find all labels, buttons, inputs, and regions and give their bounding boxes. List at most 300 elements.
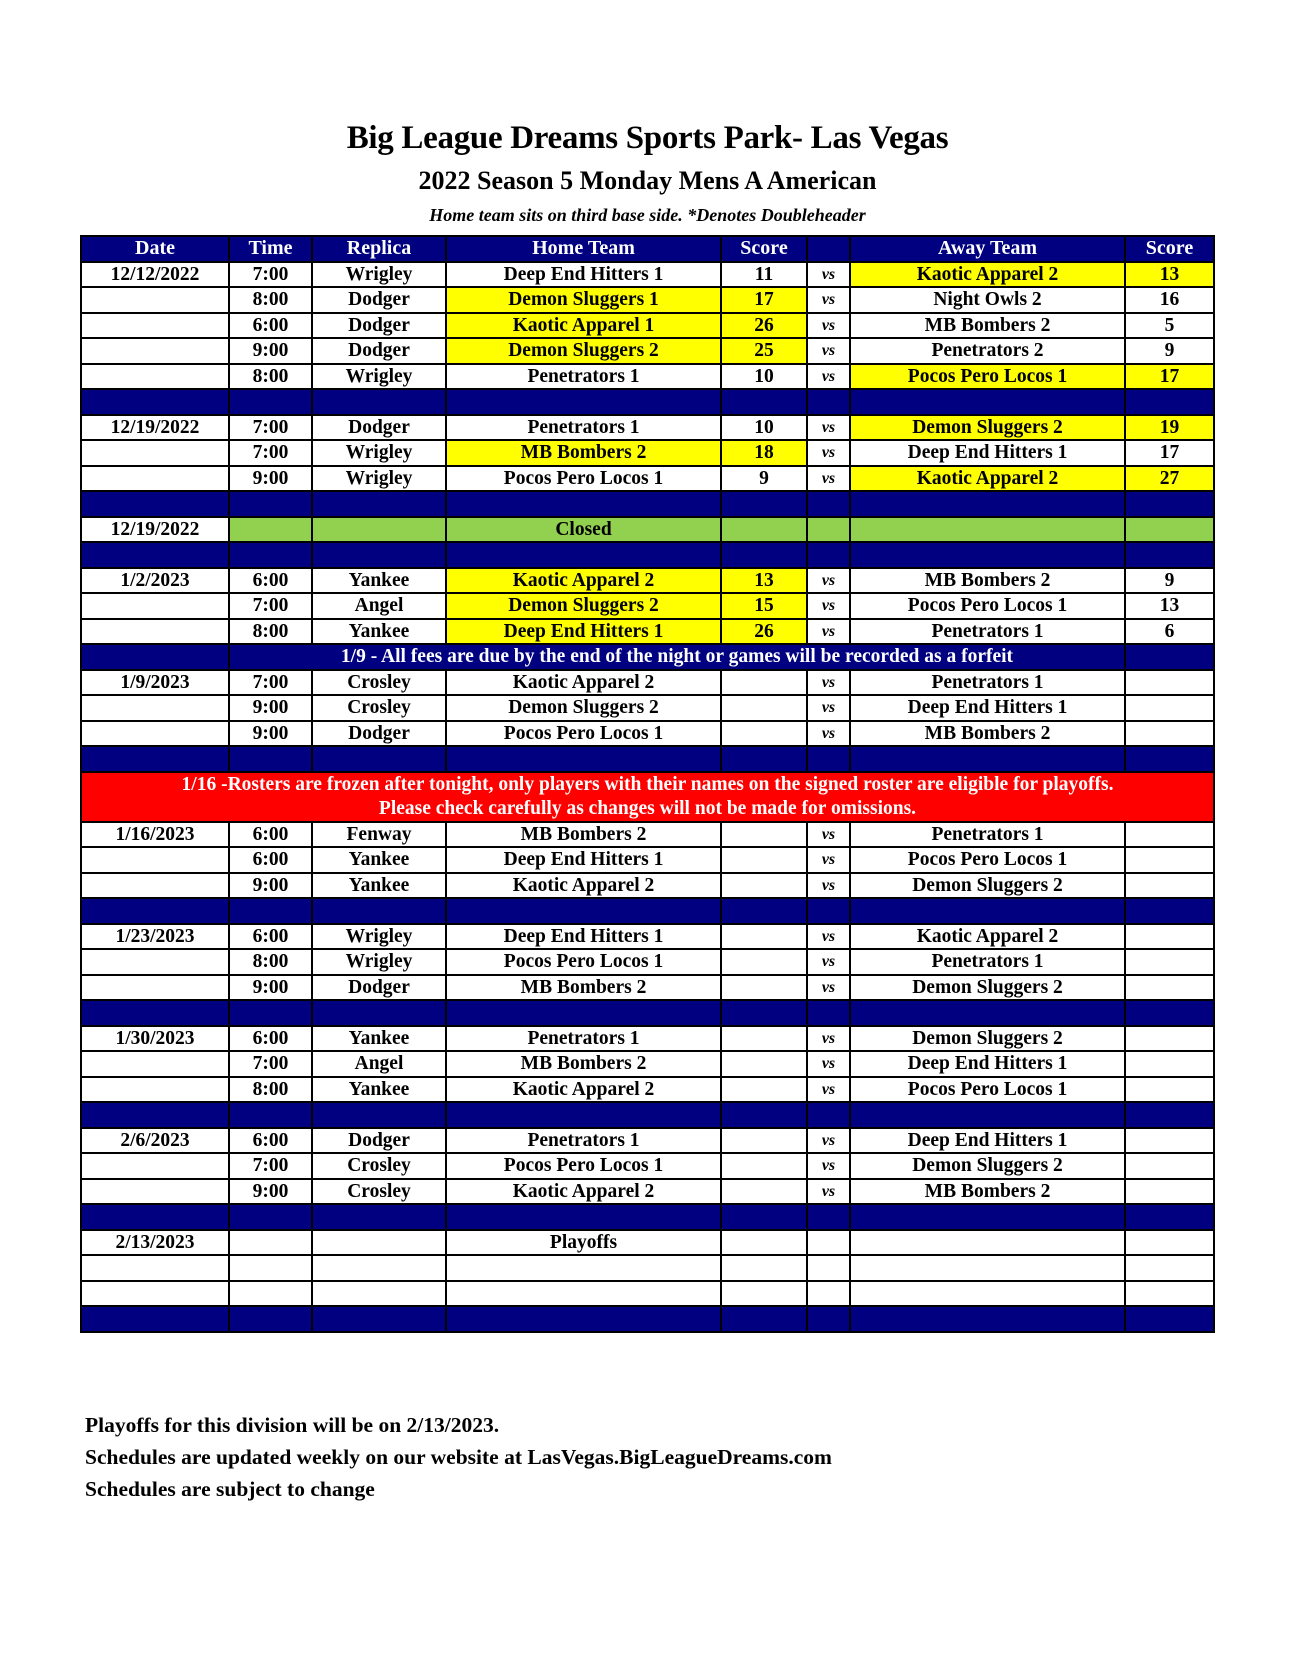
game-date: 12/12/2022 [81, 262, 229, 288]
game-date [81, 695, 229, 721]
home-score [721, 975, 807, 1001]
home-score [721, 1128, 807, 1154]
game-row [81, 568, 1214, 594]
notice-blank-cell [81, 644, 229, 670]
game-time: 7:00 [229, 1051, 312, 1077]
vs-label: vs [807, 695, 850, 721]
game-time: 7:00 [229, 670, 312, 696]
away-score: 5 [1125, 313, 1214, 339]
away-team: MB Bombers 2 [850, 313, 1125, 339]
roster-alert [81, 772, 1214, 822]
closed-label: Closed [446, 517, 721, 543]
separator-cell [721, 1306, 807, 1332]
separator-cell [229, 1204, 312, 1230]
vs-label: vs [807, 262, 850, 288]
empty-cell [721, 1255, 807, 1281]
game-row [81, 924, 1214, 950]
away-score: 13 [1125, 593, 1214, 619]
vs-label: vs [807, 466, 850, 492]
home-team: MB Bombers 2 [446, 440, 721, 466]
separator-cell [81, 389, 229, 415]
separator-cell [1125, 1000, 1214, 1026]
away-score [1125, 822, 1214, 848]
separator-cell [850, 898, 1125, 924]
game-field: Fenway [312, 822, 446, 848]
separator-cell [850, 491, 1125, 517]
separator-cell [721, 898, 807, 924]
separator-cell [312, 1306, 446, 1332]
roster-alert-line2: Please check carefully as changes will not be made for omissions. [378, 797, 917, 819]
vs-label: vs [807, 670, 850, 696]
separator-cell [81, 1000, 229, 1026]
separator-row [81, 389, 1214, 415]
vs-label: vs [807, 1077, 850, 1103]
away-team: Demon Sluggers 2 [850, 873, 1125, 899]
game-row [81, 670, 1214, 696]
home-team: Kaotic Apparel 2 [446, 1179, 721, 1205]
separator-cell [807, 1102, 850, 1128]
home-score [721, 695, 807, 721]
vs-label: vs [807, 338, 850, 364]
separator-cell [1125, 898, 1214, 924]
separator-cell [446, 746, 721, 772]
home-team: Deep End Hitters 1 [446, 619, 721, 645]
away-team: Deep End Hitters 1 [850, 440, 1125, 466]
separator-cell [446, 1204, 721, 1230]
separator-cell [312, 898, 446, 924]
separator-row [81, 1102, 1214, 1128]
game-row [81, 440, 1214, 466]
empty-cell [721, 1281, 807, 1307]
empty-cell [1125, 1230, 1214, 1256]
away-team: Pocos Pero Locos 1 [850, 1077, 1125, 1103]
vs-label: vs [807, 313, 850, 339]
home-score: 18 [721, 440, 807, 466]
away-score: 16 [1125, 287, 1214, 313]
roster-alert-line1: 1/16 -Rosters are frozen after tonight, only players with their names on the signed roster are eligible for playoffs. [181, 773, 1114, 795]
separator-cell [81, 1306, 229, 1332]
col-header-away-score: Score [1125, 236, 1214, 262]
game-field: Wrigley [312, 949, 446, 975]
game-field: Dodger [312, 415, 446, 441]
game-time: 8:00 [229, 949, 312, 975]
vs-label: vs [807, 1179, 850, 1205]
separator-cell [81, 542, 229, 568]
separator-cell [850, 1102, 1125, 1128]
away-team: Deep End Hitters 1 [850, 695, 1125, 721]
separator-cell [850, 1306, 1125, 1332]
closed-row [81, 517, 1214, 543]
home-team: MB Bombers 2 [446, 975, 721, 1001]
game-row [81, 949, 1214, 975]
game-date [81, 847, 229, 873]
separator-row [81, 542, 1214, 568]
separator-cell [312, 1000, 446, 1026]
separator-cell [312, 1102, 446, 1128]
separator-cell [1125, 389, 1214, 415]
vs-label: vs [807, 721, 850, 747]
closed-cell [850, 517, 1125, 543]
vs-label: vs [807, 873, 850, 899]
separator-cell [81, 491, 229, 517]
away-team: Night Owls 2 [850, 287, 1125, 313]
game-date [81, 949, 229, 975]
vs-label: vs [807, 1128, 850, 1154]
separator-cell [721, 1000, 807, 1026]
col-header-home-team: Home Team [446, 236, 721, 262]
separator-cell [312, 491, 446, 517]
away-team: Pocos Pero Locos 1 [850, 364, 1125, 390]
game-row [81, 873, 1214, 899]
separator-cell [446, 389, 721, 415]
empty-cell [721, 1230, 807, 1256]
away-team: Deep End Hitters 1 [850, 1128, 1125, 1154]
game-field: Wrigley [312, 262, 446, 288]
game-date [81, 1153, 229, 1179]
home-team: Pocos Pero Locos 1 [446, 721, 721, 747]
empty-cell [229, 1255, 312, 1281]
col-header-home-score: Score [721, 236, 807, 262]
empty-cell [446, 1281, 721, 1307]
game-row [81, 1077, 1214, 1103]
separator-cell [312, 746, 446, 772]
separator-cell [721, 542, 807, 568]
separator-cell [1125, 746, 1214, 772]
away-team: Pocos Pero Locos 1 [850, 847, 1125, 873]
separator-cell [807, 1306, 850, 1332]
game-date [81, 287, 229, 313]
home-team: Demon Sluggers 1 [446, 287, 721, 313]
game-date: 2/6/2023 [81, 1128, 229, 1154]
game-field: Wrigley [312, 466, 446, 492]
empty-cell [446, 1255, 721, 1281]
away-team: Demon Sluggers 2 [850, 415, 1125, 441]
game-field: Dodger [312, 313, 446, 339]
game-row [81, 262, 1214, 288]
game-time: 9:00 [229, 695, 312, 721]
game-time: 8:00 [229, 364, 312, 390]
away-team: Kaotic Apparel 2 [850, 262, 1125, 288]
game-date: 1/30/2023 [81, 1026, 229, 1052]
away-score [1125, 1051, 1214, 1077]
empty-cell [312, 1255, 446, 1281]
vs-label: vs [807, 1153, 850, 1179]
empty-cell [312, 1281, 446, 1307]
empty-row [81, 1255, 1214, 1281]
footer-website-note: Schedules are updated weekly on our website at LasVegas.BigLeagueDreams.com [85, 1445, 832, 1469]
home-score: 9 [721, 466, 807, 492]
playoffs-label: Playoffs [446, 1230, 721, 1256]
game-field: Yankee [312, 847, 446, 873]
away-team: MB Bombers 2 [850, 721, 1125, 747]
separator-cell [312, 1204, 446, 1230]
home-score: 10 [721, 415, 807, 441]
vs-label: vs [807, 568, 850, 594]
vs-label: vs [807, 924, 850, 950]
game-field: Yankee [312, 568, 446, 594]
empty-cell [1125, 1255, 1214, 1281]
separator-cell [446, 1102, 721, 1128]
separator-cell [850, 389, 1125, 415]
away-score [1125, 1153, 1214, 1179]
separator-cell [721, 389, 807, 415]
separator-row [81, 746, 1214, 772]
away-score: 17 [1125, 364, 1214, 390]
separator-cell [446, 1306, 721, 1332]
game-field: Angel [312, 1051, 446, 1077]
home-team: Pocos Pero Locos 1 [446, 466, 721, 492]
vs-label: vs [807, 593, 850, 619]
away-team: Penetrators 2 [850, 338, 1125, 364]
game-time: 7:00 [229, 415, 312, 441]
game-row [81, 1128, 1214, 1154]
home-team: MB Bombers 2 [446, 1051, 721, 1077]
vs-label: vs [807, 619, 850, 645]
separator-cell [229, 1000, 312, 1026]
vs-label: vs [807, 1026, 850, 1052]
closed-cell [229, 517, 312, 543]
page-note: Home team sits on third base side. *Denotes Doubleheader [429, 205, 866, 225]
col-header-date: Date [81, 236, 229, 262]
game-field: Yankee [312, 873, 446, 899]
separator-cell [229, 389, 312, 415]
game-row [81, 619, 1214, 645]
game-row [81, 975, 1214, 1001]
game-row [81, 364, 1214, 390]
schedule-table [80, 235, 1215, 1333]
game-field: Angel [312, 593, 446, 619]
empty-cell [807, 1255, 850, 1281]
game-time: 7:00 [229, 440, 312, 466]
away-team: MB Bombers 2 [850, 1179, 1125, 1205]
notice-blank-cell [1125, 644, 1214, 670]
empty-cell [807, 1281, 850, 1307]
vs-label: vs [807, 822, 850, 848]
home-team: Deep End Hitters 1 [446, 924, 721, 950]
separator-cell [229, 898, 312, 924]
away-score: 27 [1125, 466, 1214, 492]
home-score: 10 [721, 364, 807, 390]
game-field: Wrigley [312, 924, 446, 950]
game-field: Dodger [312, 338, 446, 364]
game-row [81, 338, 1214, 364]
game-date [81, 975, 229, 1001]
separator-cell [721, 491, 807, 517]
home-score: 17 [721, 287, 807, 313]
col-header-away-team: Away Team [850, 236, 1125, 262]
game-date [81, 1077, 229, 1103]
game-date [81, 593, 229, 619]
game-time: 6:00 [229, 1026, 312, 1052]
playoffs-row [81, 1230, 1214, 1256]
game-time: 8:00 [229, 287, 312, 313]
home-team: Deep End Hitters 1 [446, 847, 721, 873]
away-team: Kaotic Apparel 2 [850, 924, 1125, 950]
separator-cell [807, 542, 850, 568]
separator-cell [81, 1204, 229, 1230]
vs-label: vs [807, 364, 850, 390]
separator-cell [446, 898, 721, 924]
empty-cell [850, 1230, 1125, 1256]
game-field: Crosley [312, 1153, 446, 1179]
closed-cell [807, 517, 850, 543]
game-date: 1/16/2023 [81, 822, 229, 848]
game-time: 7:00 [229, 593, 312, 619]
home-score [721, 670, 807, 696]
game-field: Dodger [312, 975, 446, 1001]
game-row [81, 593, 1214, 619]
empty-cell [81, 1255, 229, 1281]
away-score [1125, 975, 1214, 1001]
game-time: 9:00 [229, 873, 312, 899]
vs-label: vs [807, 949, 850, 975]
away-score [1125, 847, 1214, 873]
game-row [81, 822, 1214, 848]
game-time: 8:00 [229, 1077, 312, 1103]
separator-cell [850, 542, 1125, 568]
game-field: Crosley [312, 695, 446, 721]
closed-date: 12/19/2022 [81, 517, 229, 543]
separator-cell [446, 542, 721, 568]
away-score: 9 [1125, 568, 1214, 594]
separator-cell [229, 1306, 312, 1332]
game-date [81, 1179, 229, 1205]
empty-cell [850, 1255, 1125, 1281]
separator-cell [81, 1102, 229, 1128]
game-row [81, 847, 1214, 873]
away-team: Demon Sluggers 2 [850, 1153, 1125, 1179]
game-row [81, 466, 1214, 492]
away-score [1125, 721, 1214, 747]
empty-cell [229, 1281, 312, 1307]
separator-cell [446, 1000, 721, 1026]
home-score: 11 [721, 262, 807, 288]
game-time: 8:00 [229, 619, 312, 645]
home-score [721, 873, 807, 899]
game-row [81, 695, 1214, 721]
home-team: Kaotic Apparel 1 [446, 313, 721, 339]
empty-cell [81, 1281, 229, 1307]
game-time: 7:00 [229, 1153, 312, 1179]
away-team: Deep End Hitters 1 [850, 1051, 1125, 1077]
separator-cell [807, 746, 850, 772]
separator-cell [850, 1204, 1125, 1230]
vs-label: vs [807, 1051, 850, 1077]
game-row [81, 1051, 1214, 1077]
game-field: Dodger [312, 287, 446, 313]
away-score [1125, 1179, 1214, 1205]
separator-cell [721, 1102, 807, 1128]
separator-cell [229, 1102, 312, 1128]
vs-label: vs [807, 415, 850, 441]
separator-cell [1125, 542, 1214, 568]
game-date: 12/19/2022 [81, 415, 229, 441]
game-date [81, 338, 229, 364]
home-team: Kaotic Apparel 2 [446, 568, 721, 594]
separator-cell [807, 1000, 850, 1026]
game-time: 6:00 [229, 568, 312, 594]
vs-label: vs [807, 975, 850, 1001]
game-date [81, 440, 229, 466]
away-score [1125, 1026, 1214, 1052]
game-date [81, 1051, 229, 1077]
home-team: Demon Sluggers 2 [446, 695, 721, 721]
separator-cell [850, 746, 1125, 772]
separator-cell [721, 746, 807, 772]
col-header-replica: Replica [312, 236, 446, 262]
home-score: 26 [721, 619, 807, 645]
home-team: MB Bombers 2 [446, 822, 721, 848]
separator-cell [312, 389, 446, 415]
separator-cell [807, 491, 850, 517]
roster-alert-row [81, 772, 1214, 822]
separator-cell [312, 542, 446, 568]
separator-cell [807, 389, 850, 415]
separator-cell [81, 898, 229, 924]
home-score: 25 [721, 338, 807, 364]
home-score [721, 1026, 807, 1052]
separator-cell [1125, 1306, 1214, 1332]
away-team: Penetrators 1 [850, 670, 1125, 696]
separator-row [81, 491, 1214, 517]
game-field: Dodger [312, 721, 446, 747]
game-date [81, 619, 229, 645]
home-score [721, 847, 807, 873]
empty-row [81, 1281, 1214, 1307]
away-team: Penetrators 1 [850, 619, 1125, 645]
game-date [81, 873, 229, 899]
game-field: Crosley [312, 670, 446, 696]
game-field: Yankee [312, 1026, 446, 1052]
separator-row [81, 1000, 1214, 1026]
game-row [81, 1179, 1214, 1205]
game-row [81, 1026, 1214, 1052]
home-team: Kaotic Apparel 2 [446, 670, 721, 696]
game-field: Yankee [312, 1077, 446, 1103]
fee-notice-text: 1/9 - All fees are due by the end of the night or games will be recorded as a forfeit [229, 644, 1125, 670]
away-score [1125, 1077, 1214, 1103]
game-date [81, 313, 229, 339]
home-team: Penetrators 1 [446, 415, 721, 441]
closed-cell [312, 517, 446, 543]
game-row [81, 287, 1214, 313]
away-score [1125, 949, 1214, 975]
footer-playoffs-note: Playoffs for this division will be on 2/13/2023. [85, 1413, 500, 1437]
empty-cell [229, 1230, 312, 1256]
game-time: 6:00 [229, 847, 312, 873]
home-team: Pocos Pero Locos 1 [446, 1153, 721, 1179]
col-header-vs [807, 236, 850, 262]
away-team: Penetrators 1 [850, 822, 1125, 848]
game-date [81, 466, 229, 492]
game-field: Dodger [312, 1128, 446, 1154]
away-team: Penetrators 1 [850, 949, 1125, 975]
separator-cell [1125, 491, 1214, 517]
separator-cell [721, 1204, 807, 1230]
away-score [1125, 873, 1214, 899]
away-score [1125, 1128, 1214, 1154]
away-team: Pocos Pero Locos 1 [850, 593, 1125, 619]
game-row [81, 1153, 1214, 1179]
game-field: Wrigley [312, 440, 446, 466]
game-time: 9:00 [229, 338, 312, 364]
separator-row [81, 1306, 1214, 1332]
game-row [81, 313, 1214, 339]
separator-row [81, 898, 1214, 924]
game-date [81, 364, 229, 390]
home-score [721, 949, 807, 975]
home-team: Pocos Pero Locos 1 [446, 949, 721, 975]
